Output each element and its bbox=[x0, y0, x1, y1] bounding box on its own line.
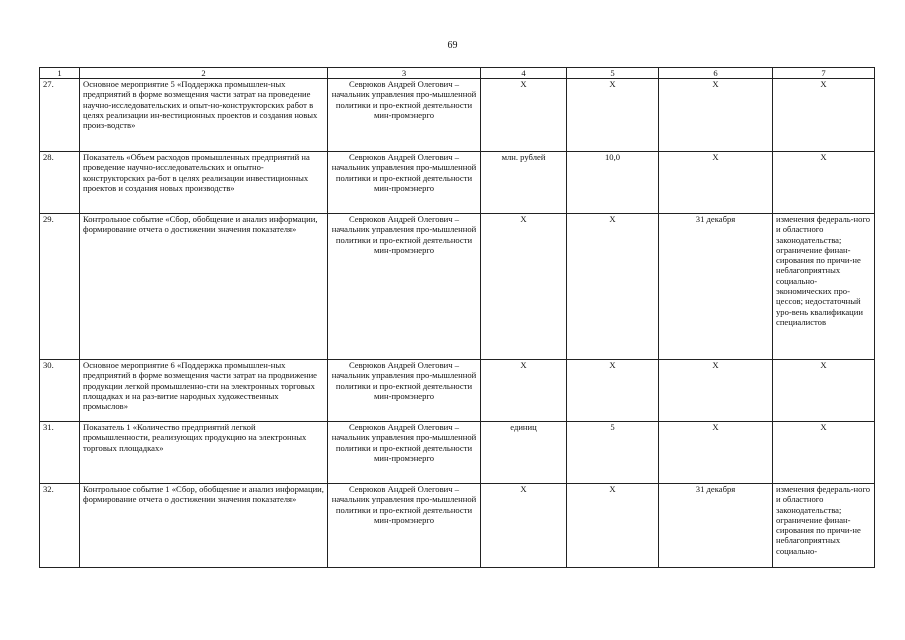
responsible-cell: Севрюков Андрей Олегович – начальник управления про-мышленной политики и про-ектной деятельности мин-промэнерго bbox=[328, 484, 481, 568]
responsible-cell: Севрюков Андрей Олегович – начальник управления про-мышленной политики и про-ектной деятельности мин-промэнерго bbox=[328, 360, 481, 422]
unit-cell: единиц bbox=[481, 422, 567, 484]
responsible-cell: Севрюков Андрей Олегович – начальник управления про-мышленной политики и про-ектной деятельности мин-промэнерго bbox=[328, 422, 481, 484]
value-cell: X bbox=[567, 214, 659, 360]
row-number: 28. bbox=[40, 152, 80, 214]
date-cell: X bbox=[659, 79, 773, 152]
date-cell: X bbox=[659, 422, 773, 484]
row-number: 30. bbox=[40, 360, 80, 422]
risks-cell: X bbox=[773, 152, 875, 214]
event-cell: Основное мероприятие 5 «Поддержка промышлен-ных предприятий в форме возмещения части затрат на проведение научно-исследовательских и опыт-но-конструкторских работ в целях реализации ин-вестиционных проектов и создания новых произ-водств» bbox=[80, 79, 328, 152]
event-cell: Показатель 1 «Количество предприятий легкой промышленности, реализующих продукцию на электронных торговых площадках» bbox=[80, 422, 328, 484]
plan-table bbox=[39, 67, 875, 568]
event-cell: Контрольное событие 1 «Сбор, обобщение и анализ информации, формирование отчета о достижении значения показателя» bbox=[80, 484, 328, 568]
risks-cell: X bbox=[773, 360, 875, 422]
header-row bbox=[40, 68, 875, 79]
responsible-cell: Севрюков Андрей Олегович – начальник управления про-мышленной политики и про-ектной деятельности мин-промэнерго bbox=[328, 79, 481, 152]
column-header: 3 bbox=[328, 68, 481, 79]
row-number: 29. bbox=[40, 214, 80, 360]
risks-cell: изменения федераль-ного и областного законодательства; ограничение финан-сирования по причи-не неблагоприятных социально-экономических про-цессов; недостаточный уро-вень квалификации специалистов bbox=[773, 214, 875, 360]
column-header: 2 bbox=[80, 68, 328, 79]
value-cell: X bbox=[567, 484, 659, 568]
row-number: 32. bbox=[40, 484, 80, 568]
column-header: 6 bbox=[659, 68, 773, 79]
event-cell: Контрольное событие «Сбор, обобщение и анализ информации, формирование отчета о достижении значения показателя» bbox=[80, 214, 328, 360]
value-cell: 5 bbox=[567, 422, 659, 484]
value-cell: X bbox=[567, 79, 659, 152]
value-cell: X bbox=[567, 360, 659, 422]
column-header: 4 bbox=[481, 68, 567, 79]
table-row bbox=[40, 152, 875, 214]
date-cell: 31 декабря bbox=[659, 214, 773, 360]
column-header: 1 bbox=[40, 68, 80, 79]
table-row bbox=[40, 360, 875, 422]
column-header: 5 bbox=[567, 68, 659, 79]
risks-cell: X bbox=[773, 422, 875, 484]
date-cell: X bbox=[659, 152, 773, 214]
table-row bbox=[40, 79, 875, 152]
unit-cell: млн. рублей bbox=[481, 152, 567, 214]
responsible-cell: Севрюков Андрей Олегович – начальник управления про-мышленной политики и про-ектной деятельности мин-промэнерго bbox=[328, 152, 481, 214]
responsible-cell: Севрюков Андрей Олегович – начальник управления про-мышленной политики и про-ектной деятельности мин-промэнерго bbox=[328, 214, 481, 360]
value-cell: 10,0 bbox=[567, 152, 659, 214]
table-row bbox=[40, 422, 875, 484]
unit-cell: X bbox=[481, 484, 567, 568]
column-header: 7 bbox=[773, 68, 875, 79]
row-number: 31. bbox=[40, 422, 80, 484]
page-number: 69 bbox=[447, 40, 458, 51]
date-cell: X bbox=[659, 360, 773, 422]
unit-cell: X bbox=[481, 214, 567, 360]
event-cell: Показатель «Объем расходов промышленных предприятий на проведение научно-исследовательских и опытно-конструкторских ра-бот в целях реализации инвестиционных проектов и создания новых производств» bbox=[80, 152, 328, 214]
unit-cell: X bbox=[481, 360, 567, 422]
table-row bbox=[40, 214, 875, 360]
risks-cell: изменения федераль-ного и областного законодательства; ограничение финан-сирования по причи-не неблагоприятных социально- bbox=[773, 484, 875, 568]
date-cell: 31 декабря bbox=[659, 484, 773, 568]
risks-cell: X bbox=[773, 79, 875, 152]
row-number: 27. bbox=[40, 79, 80, 152]
unit-cell: X bbox=[481, 79, 567, 152]
event-cell: Основное мероприятие 6 «Поддержка промышлен-ных предприятий в форме возмещения части затрат на продвижение продукции легкой промышленно-сти на электронных торговых площадках и на раз-витие народных художественных промыслов» bbox=[80, 360, 328, 422]
table-row bbox=[40, 484, 875, 568]
